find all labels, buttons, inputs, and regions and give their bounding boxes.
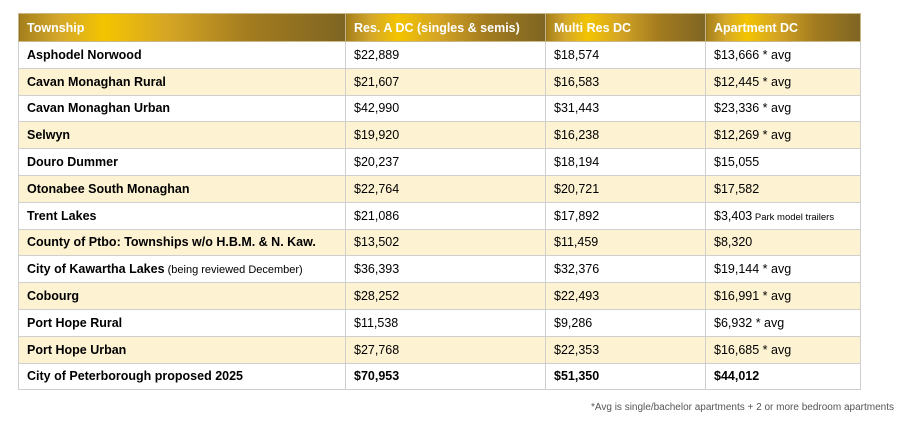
table-row (19, 175, 861, 202)
apartment-dc-value: $17,582 (714, 181, 760, 196)
header-township: Township (19, 14, 346, 42)
township-name-cell (19, 202, 346, 229)
multi-res-dc-value: $32,376 (546, 256, 706, 283)
apartment-dc-cell (706, 256, 861, 283)
township-name: Cobourg (27, 289, 80, 304)
res-a-dc-value: $22,764 (346, 175, 546, 202)
multi-res-dc-value: $9,286 (546, 309, 706, 336)
apartment-dc-note: Park model trailers (752, 211, 835, 223)
footnote: *Avg is single/bachelor apartments + 2 or more bedroom apartments (590, 402, 894, 413)
township-name-cell (19, 149, 346, 176)
township-name: Cavan Monaghan Rural (27, 74, 166, 89)
township-name-cell (19, 95, 346, 122)
township-name: Douro Dummer (27, 155, 118, 170)
multi-res-dc-value: $18,574 (546, 42, 706, 69)
apartment-dc-cell (706, 122, 861, 149)
table-row (19, 309, 861, 336)
township-name-cell (19, 229, 346, 256)
township-name-cell (19, 363, 346, 390)
apartment-dc-value: $13,666 (714, 47, 760, 62)
apartment-dc-note: * avg (752, 315, 785, 330)
apartment-dc-cell (706, 229, 861, 256)
township-name: Trent Lakes (27, 208, 97, 223)
apartment-dc-value: $19,144 (714, 262, 760, 277)
header-apartment-dc: Apartment DC (706, 14, 861, 42)
township-name-cell (19, 122, 346, 149)
apartment-dc-cell (706, 149, 861, 176)
multi-res-dc-value: $11,459 (546, 229, 706, 256)
multi-res-dc-value: $16,583 (546, 68, 706, 95)
table-row-total (19, 363, 861, 390)
dc-comparison-table (18, 13, 861, 390)
apartment-dc-value: $12,445 (714, 74, 760, 89)
res-a-dc-value: $21,607 (346, 68, 546, 95)
apartment-dc-note: * avg (759, 342, 792, 357)
apartment-dc-value: $3,403 (714, 208, 753, 223)
township-name: Asphodel Norwood (27, 47, 142, 62)
apartment-dc-note: * avg (759, 289, 792, 304)
res-a-dc-value: $36,393 (346, 256, 546, 283)
header-row (19, 14, 861, 42)
apartment-dc-cell (706, 95, 861, 122)
apartment-dc-value: $16,685 (714, 342, 760, 357)
res-a-dc-value: $20,237 (346, 149, 546, 176)
multi-res-dc-value: $20,721 (546, 175, 706, 202)
table-row (19, 256, 861, 283)
apartment-dc-cell (706, 309, 861, 336)
apartment-dc-note: * avg (759, 101, 792, 116)
table-row (19, 42, 861, 69)
apartment-dc-cell (706, 42, 861, 69)
multi-res-dc-value: $18,194 (546, 149, 706, 176)
table-row (19, 336, 861, 363)
township-name-cell (19, 283, 346, 310)
res-a-dc-value: $11,538 (346, 309, 546, 336)
table-row (19, 202, 861, 229)
multi-res-dc-value: $17,892 (546, 202, 706, 229)
apartment-dc-note: * avg (759, 74, 792, 89)
apartment-dc-cell (706, 336, 861, 363)
header-res-a-dc: Res. A DC (singles & semis) (346, 14, 546, 42)
apartment-dc-value: $15,055 (714, 155, 760, 170)
res-a-dc-value: $27,768 (346, 336, 546, 363)
res-a-dc-value: $28,252 (346, 283, 546, 310)
township-name: Cavan Monaghan Urban (27, 101, 171, 116)
multi-res-dc-value: $31,443 (546, 95, 706, 122)
apartment-dc-value: $44,012 (714, 369, 760, 384)
apartment-dc-value: $23,336 (714, 101, 760, 116)
apartment-dc-value: $16,991 (714, 289, 760, 304)
apartment-dc-cell (706, 202, 861, 229)
township-name-cell (19, 68, 346, 95)
township-name: Port Hope Urban (27, 342, 127, 357)
table-row (19, 229, 861, 256)
township-name: Selwyn (27, 128, 71, 143)
apartment-dc-note: * avg (759, 47, 792, 62)
apartment-dc-cell (706, 68, 861, 95)
res-a-dc-value: $13,502 (346, 229, 546, 256)
multi-res-dc-value: $22,493 (546, 283, 706, 310)
township-name: County of Ptbo: Townships w/o H.B.M. & N. Kaw. (27, 235, 316, 250)
apartment-dc-value: $8,320 (714, 235, 753, 250)
apartment-dc-cell (706, 283, 861, 310)
township-name-cell (19, 309, 346, 336)
apartment-dc-note: * avg (759, 128, 792, 143)
apartment-dc-value: $6,932 (714, 315, 753, 330)
table-row (19, 68, 861, 95)
apartment-dc-note: * avg (759, 262, 792, 277)
township-name-cell (19, 336, 346, 363)
township-name: City of Peterborough proposed 2025 (27, 369, 244, 384)
township-note: (being reviewed December) (164, 264, 303, 277)
res-a-dc-value: $21,086 (346, 202, 546, 229)
township-name: Otonabee South Monaghan (27, 181, 190, 196)
table-row (19, 95, 861, 122)
res-a-dc-value: $42,990 (346, 95, 546, 122)
multi-res-dc-value: $16,238 (546, 122, 706, 149)
res-a-dc-value: $22,889 (346, 42, 546, 69)
table-row (19, 149, 861, 176)
township-name-cell (19, 42, 346, 69)
table-row (19, 122, 861, 149)
township-name: City of Kawartha Lakes (27, 262, 165, 277)
res-a-dc-value: $70,953 (346, 363, 546, 390)
township-name-cell (19, 256, 346, 283)
township-name: Port Hope Rural (27, 315, 123, 330)
table-row (19, 283, 861, 310)
res-a-dc-value: $19,920 (346, 122, 546, 149)
apartment-dc-cell (706, 175, 861, 202)
apartment-dc-cell (706, 363, 861, 390)
apartment-dc-value: $12,269 (714, 128, 760, 143)
township-name-cell (19, 175, 346, 202)
header-multi-res-dc: Multi Res DC (546, 14, 706, 42)
multi-res-dc-value: $22,353 (546, 336, 706, 363)
multi-res-dc-value: $51,350 (546, 363, 706, 390)
